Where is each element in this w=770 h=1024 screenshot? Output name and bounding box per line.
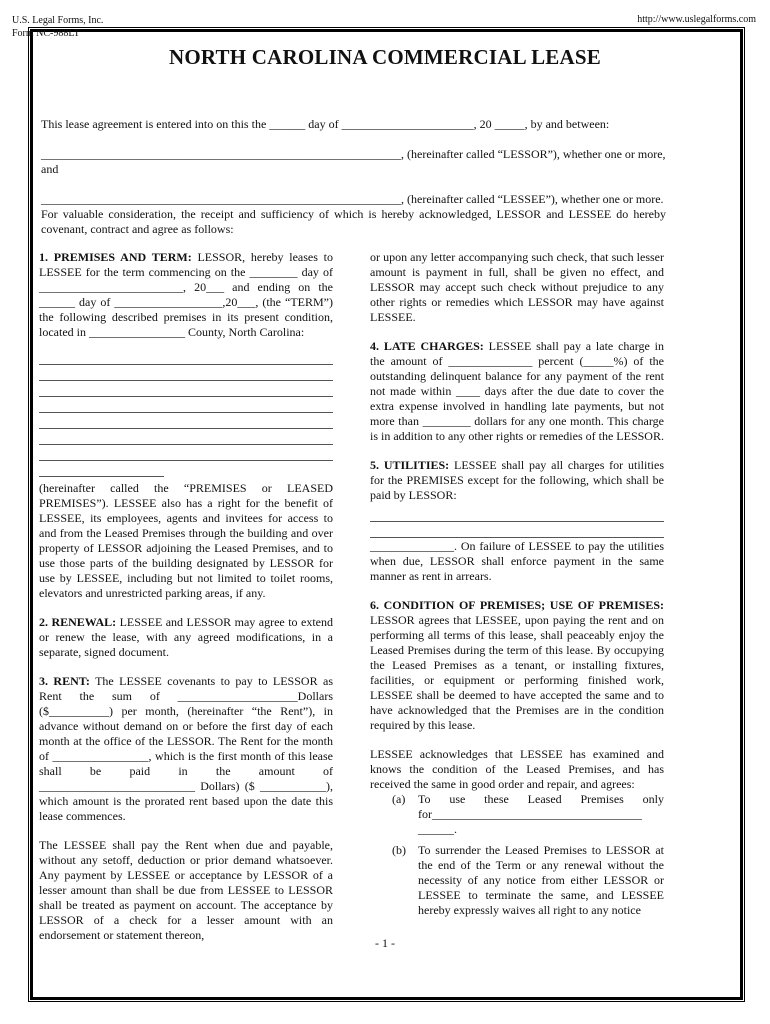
- renewal-text: LESSEE and LESSOR may agree to extend or renew the lease, with any agreed modifications, in a separate, signed document.: [39, 615, 333, 659]
- condition-text: LESSOR agrees that LESSEE, upon paying the rent and on performing all terms of this lease, shall peaceably enjoy the Leased Premises during the term of this lease. By occupying the Leased Premises as a tenant, or installing fixtures, facilities, or equipment or performing finished work, LESSEE shall be deemed to have accepted the same and to have acknowledged that the Premises are in the condition required by this lease.: [370, 613, 664, 732]
- section-premises: [39, 250, 333, 340]
- blank-line: [39, 382, 333, 397]
- header-url: http://www.uslegalforms.com: [637, 14, 756, 25]
- rent-continued: or upon any letter accompanying such check, that such lesser amount is payment in full, shall be given no effect, and LESSOR may accept such check without prejudice to any other rights or remedies which LESSOR may have against LESSEE.: [370, 250, 664, 324]
- premises-text: LESSOR, hereby leases to LESSEE for the term commencing on the ________ day of ________________________, 20___ and ending on the ______ day of __________________,20___, (the “TERM”) the following described premises in its present condition, located in ________________ County, North Carolina:: [39, 250, 333, 339]
- section-renewal: [39, 615, 333, 660]
- premises-after: (hereinafter called the “PREMISES or LEASED PREMISES”). LESSEE also has a right for the benefit of LESSEE, its employees, agents and invitees for access to and from the Leased Premises through the building and over property of LESSOR adjoining the Leased Premises, and to use those parts of the building designated by LESSOR for use by LESSEE, including but not limited to toilet rooms, elevators and unrestricted parking areas, if any.: [39, 481, 333, 600]
- form-id: Form NC-988LT: [12, 28, 80, 39]
- lessee-line: ____________________________________________________________, (hereinafter called “LESSEE”), whether one or more.: [41, 192, 664, 206]
- renewal-heading: 2. RENEWAL:: [39, 615, 117, 629]
- consideration-text: For valuable consideration, the receipt and sufficiency of which is hereby acknowledged, LESSOR and LESSEE do hereby covenant, contract and agree as follows:: [41, 207, 666, 236]
- blank-line: [39, 398, 333, 413]
- intro-line: This lease agreement is entered into on this the ______ day of ______________________, 20 _____, by and between:: [41, 117, 610, 131]
- utilities-after: ______________. On failure of LESSEE to pay the utilities when due, LESSOR shall enforce payment in the same manner as rent in arrears.: [370, 539, 664, 583]
- blank-line: [370, 507, 664, 522]
- section-late-charges: [370, 339, 664, 444]
- item-a-label: (a): [392, 792, 406, 806]
- rent-text: The LESSEE covenants to pay to LESSOR as Rent the sum of ____________________Dollars ($__________) per month, (hereinafter “the Rent”), in advance without demand on or before the first day of each month at the office of the LESSOR. The Rent for the month of ________________, which is the first month of this lease shall be paid in the amount of __________________________ Dollars) ($ ___________), which amount is the prorated rent based upon the date this lease commences.: [39, 674, 333, 823]
- rent-heading: 3. RENT:: [39, 674, 90, 688]
- blank-line: [39, 350, 333, 365]
- section-rent: [39, 674, 333, 824]
- item-b-text: To surrender the Leased Premises to LESSOR at the end of the Term or any renewal without the necessity of any notice from either LESSOR or LESSEE to terminate the same, and LESSEE hereby expressly waives all right to any notice: [418, 843, 664, 917]
- document-title: NORTH CAROLINA COMMERCIAL LEASE: [169, 45, 601, 69]
- premises-description-lines: [39, 350, 333, 477]
- late-heading: 4. LATE CHARGES:: [370, 339, 484, 353]
- left-column: [39, 250, 333, 957]
- blank-line: [39, 414, 333, 429]
- blank-line: [39, 462, 164, 477]
- item-a-text: To use these Leased Premises only for___________________________________ ______.: [418, 792, 664, 836]
- utilities-heading: 5. UTILITIES:: [370, 458, 450, 472]
- lessor-line: ____________________________________________________________, (hereinafter called “LESSOR”), whether one or more,: [41, 147, 666, 161]
- blank-line: [39, 430, 333, 445]
- acknowledgement-text: LESSEE acknowledges that LESSEE has examined and knows the condition of the Leased Premises, and has received the same in good order and repair, and agrees:: [370, 747, 664, 791]
- rent-text-2: The LESSEE shall pay the Rent when due and payable, without any setoff, deduction or prior demand whatsoever. Any payment by LESSEE or acceptance by LESSOR of a lesser amount than shall be due from LESSEE to LESSOR shall be treated as payment on account. The acceptance by LESSOR of a check for a lesser amount with an endorsement or statement thereon,: [39, 838, 333, 942]
- and-text: and: [41, 162, 59, 176]
- condition-heading: 6. CONDITION OF PREMISES; USE OF PREMISES:: [370, 598, 664, 612]
- premises-heading: 1. PREMISES AND TERM:: [39, 250, 192, 264]
- blank-line: [39, 446, 333, 461]
- blank-line: [370, 523, 664, 538]
- blank-line: [39, 366, 333, 381]
- late-text: LESSEE shall pay a late charge in the amount of ______________ percent (_____%) of the outstanding delinquent balance for any payment of the rent not made within ____ days after the due date to cover the extra expense involved in handling late payments, but not more than ________ dollars for any one month. This charge is in addition to any other rights or remedies of the LESSOR.: [370, 339, 664, 443]
- page-number: - 1 -: [375, 936, 395, 950]
- item-b-label: (b): [392, 843, 406, 857]
- header-left: [12, 14, 103, 40]
- utilities-text: LESSEE shall pay all charges for utilities for the PREMISES except for the following, which shall be paid by LESSOR:: [370, 458, 664, 502]
- utilities-lines: [370, 507, 664, 538]
- section-utilities: [370, 458, 664, 503]
- company-name: U.S. Legal Forms, Inc.: [12, 15, 104, 26]
- item-b: [370, 843, 664, 918]
- section-condition: [370, 598, 664, 733]
- right-column: [370, 250, 664, 918]
- item-a: [370, 792, 664, 837]
